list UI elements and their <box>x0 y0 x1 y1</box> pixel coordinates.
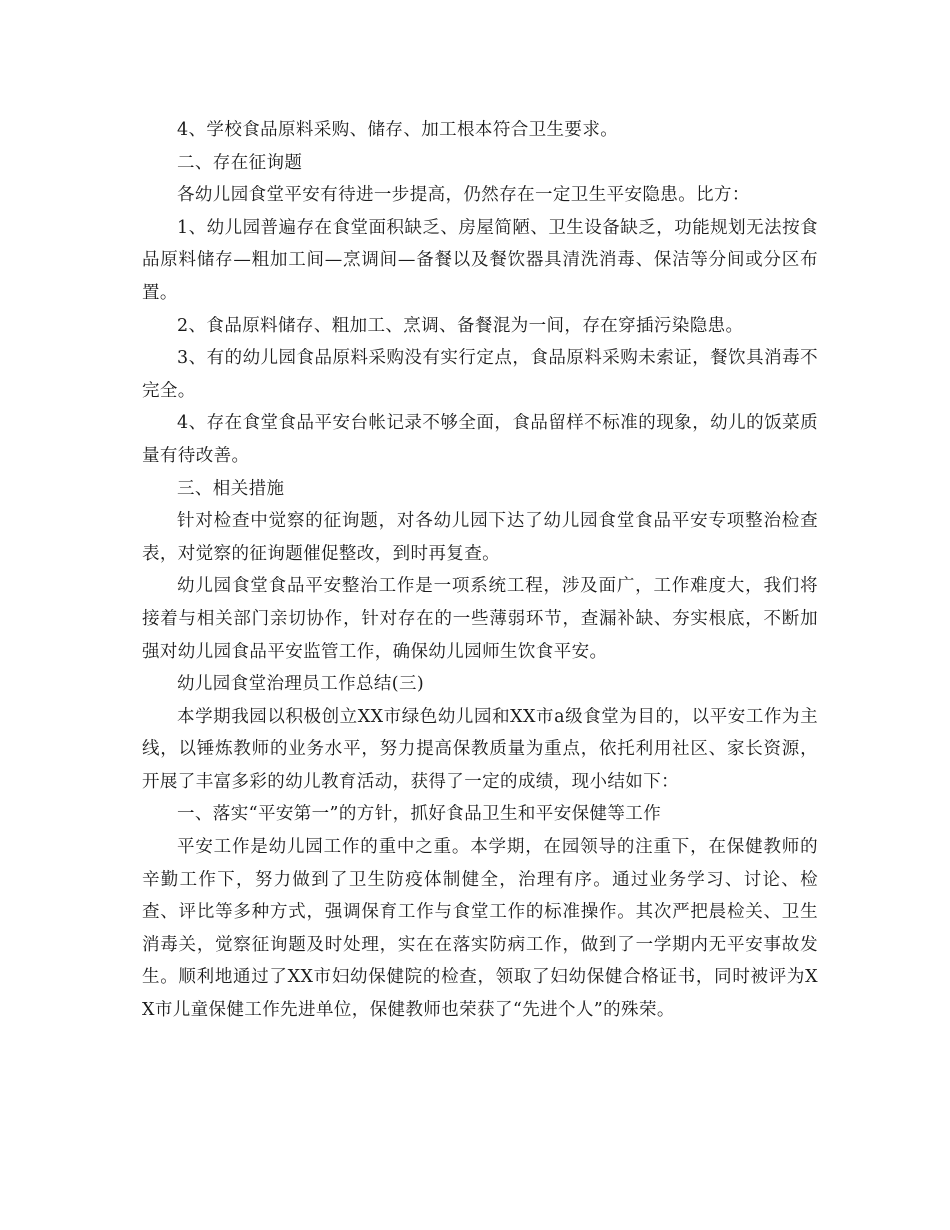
section-heading: 三、相关措施 <box>177 478 285 499</box>
paragraph: 平安工作是幼儿园工作的重中之重。本学期，在园领导的注重下，在保健教师的辛勤工作下，努力做到了卫生防疫体制健全，治理有序。通过业务学习、讨论、检查、评比等多种方式，强调保育工作与食堂工作的标准操作。其次严把晨检关、卫生消毒关，觉察征询题及时处理，实在在落实防病工作，做到了一学期内无平安事故发生。顺利地通过了XX市妇幼保健院的检查，领取了妇幼保健合格证书，同时被评为XX市儿童保健工作先进单位，保健教师也荣获了“先进个人”的殊荣。 <box>142 837 818 1021</box>
paragraph: 本学期我园以积极创立XX市绿色幼儿园和XX市a级食堂为目的，以平安工作为主线，以锤炼教师的业务水平，努力提高保教质量为重点，依托利用社区、家长资源，开展了丰富多彩的幼儿教育活动，获得了一定的成绩，现小结如下： <box>142 706 818 792</box>
paragraph: 1、幼儿园普遍存在食堂面积缺乏、房屋简陋、卫生设备缺乏，功能规划无法按食品原料储存—粗加工间—烹调间—备餐以及餐饮器具清洗消毒、保洁等分间或分区布置。 <box>142 217 818 303</box>
paragraph: 4、存在食堂食品平安台帐记录不够全面，食品留样不标准的现象，幼儿的饭菜质量有待改善。 <box>142 413 818 466</box>
paragraph: 针对检查中觉察的征询题，对各幼儿园下达了幼儿园食堂食品平安专项整治检查表，对觉察的征询题催促整改，到时再复查。 <box>142 511 818 564</box>
paragraph: 2、食品原料储存、粗加工、烹调、备餐混为一间，存在穿插污染隐患。 <box>177 315 744 336</box>
paragraph: 幼儿园食堂食品平安整治工作是一项系统工程，涉及面广，工作难度大，我们将接着与相关部门亲切协作，针对存在的一些薄弱环节，查漏补缺、夯实根底，不断加强对幼儿园食品平安监管工作，确保幼儿园师生饮食平安。 <box>142 576 818 662</box>
section-heading: 一、落实“平安第一”的方针，抓好食品卫生和平安保健等工作 <box>177 804 662 825</box>
document-subtitle: 幼儿园食堂治理员工作总结(三) <box>177 674 425 695</box>
document-body <box>142 114 818 1027</box>
section-heading: 二、存在征询题 <box>177 152 303 173</box>
paragraph: 3、有的幼儿园食品原料采购没有实行定点，食品原料采购未索证，餐饮具消毒不完全。 <box>142 348 818 401</box>
paragraph: 4、学校食品原料采购、储存、加工根本符合卫生要求。 <box>177 120 619 140</box>
paragraph: 各幼儿园食堂平安有待进一步提高，仍然存在一定卫生平安隐患。比方： <box>177 185 750 206</box>
